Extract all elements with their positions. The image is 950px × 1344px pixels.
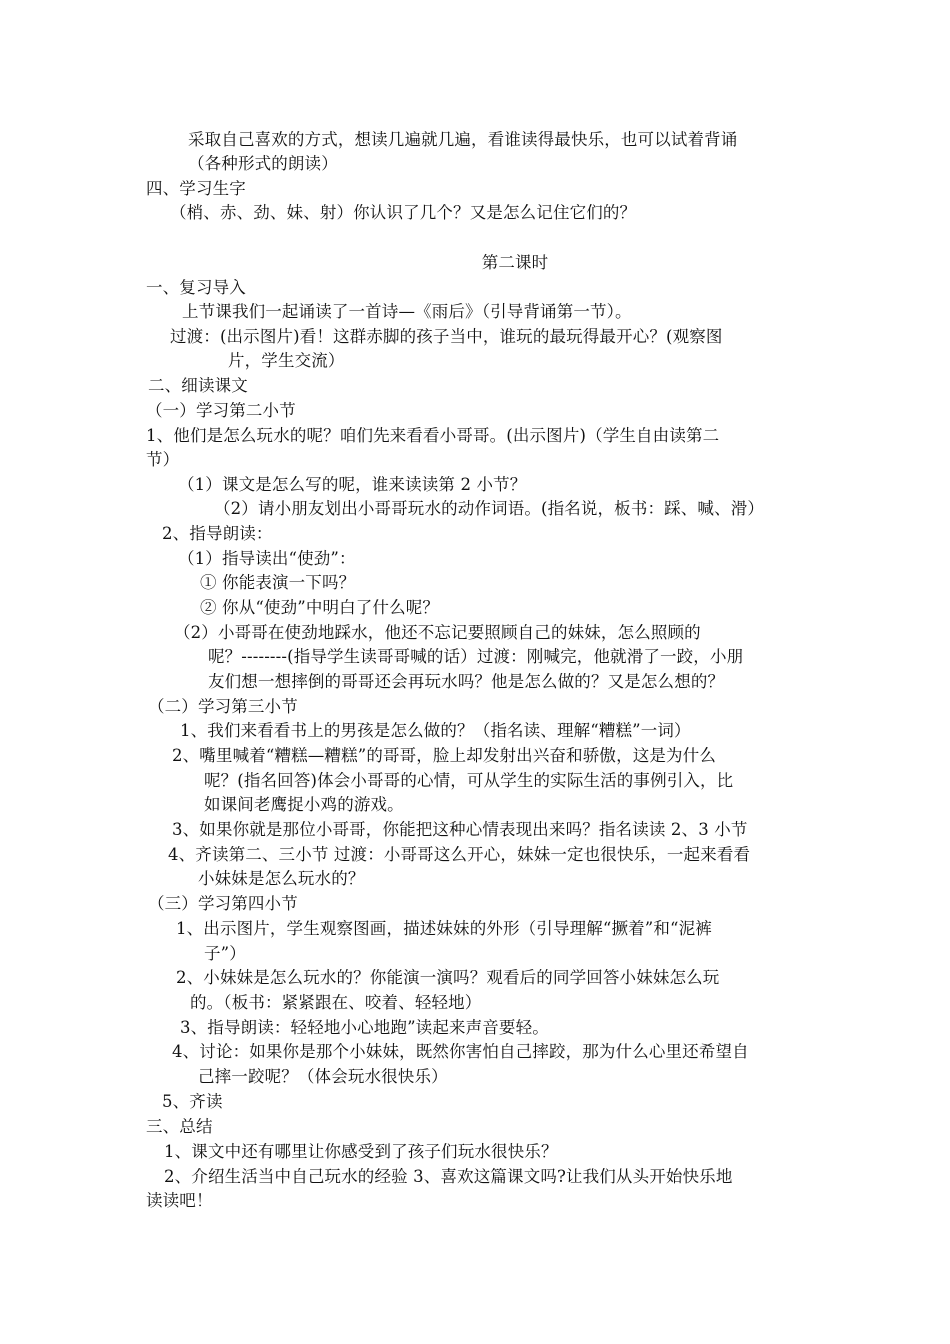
text-line: 2、小妹妹是怎么玩水的？你能演一演吗？观看后的同学回答小妹妹怎么玩 — [176, 968, 720, 987]
section-heading: 一、复习导入 — [146, 278, 246, 297]
text-line: 3、如果你就是那位小哥哥，你能把这种心情表现出来吗？指名读读 2、3 小节 — [172, 820, 748, 839]
text-line: 友们想一想摔倒的哥哥还会再玩水吗？他是怎么做的？又是怎么想的？ — [208, 672, 725, 691]
text-line: 己摔一跤呢？（体会玩水很快乐） — [198, 1067, 448, 1086]
section-heading: 四、学习生字 — [146, 179, 246, 198]
text-line: 小妹妹是怎么玩水的？ — [198, 869, 365, 888]
text-line: ① 你能表演一下吗？ — [200, 573, 356, 592]
text-line: 如课间老鹰捉小鸡的游戏。 — [204, 795, 404, 814]
text-line: 2、嘴里喊着“糟糕—糟糕”的哥哥，脸上却发射出兴奋和骄傲，这是为什么 — [172, 746, 716, 765]
text-line: 4、齐读第二、三小节 过渡：小哥哥这么开心，妹妹一定也很快乐，一起来看看 — [168, 845, 751, 864]
text-line: 采取自己喜欢的方式，想读几遍就几遍，看谁读得最快乐，也可以试着背诵 — [188, 130, 738, 149]
text-line: 3、指导朗读：轻轻地小心地跑”读起来声音要轻。 — [180, 1018, 549, 1037]
text-line: 读读吧！ — [146, 1191, 213, 1210]
text-line: 1、出示图片，学生观察图画，描述妹妹的外形（引导理解“撅着”和“泥裤 — [176, 919, 712, 938]
section-heading: 二、细读课文 — [148, 376, 248, 395]
text-line: 呢？--------(指导学生读哥哥喊的话）过渡：刚喊完，他就滑了一跤，小朋 — [208, 647, 744, 666]
subsection-heading: （一）学习第二小节 — [146, 401, 296, 420]
subsection-heading: （二）学习第三小节 — [148, 697, 298, 716]
text-line: 过渡：(出示图片)看！这群赤脚的孩子当中，谁玩的最玩得最开心？(观察图 — [170, 327, 723, 346]
subsection-heading: （三）学习第四小节 — [148, 894, 298, 913]
text-line: 上节课我们一起诵读了一首诗—《雨后》（引导背诵第一节）。 — [182, 302, 632, 321]
text-line: 的。（板书：紧紧跟在、咬着、轻轻地） — [190, 993, 482, 1012]
text-line: 片，学生交流） — [228, 351, 345, 370]
lesson-title: 第二课时 — [481, 253, 549, 272]
text-line: （2）请小朋友划出小哥哥玩水的动作词语。(指名说，板书：踩、喊、滑） — [214, 499, 765, 518]
text-line: 2、指导朗读： — [162, 524, 273, 543]
text-line: （1）课文是怎么写的呢，谁来读读第 2 小节？ — [178, 475, 527, 494]
text-line: 4、讨论：如果你是那个小妹妹，既然你害怕自己摔跤，那为什么心里还希望自 — [172, 1042, 749, 1061]
text-line: 1、我们来看看书上的男孩是怎么做的？（指名读、理解“糟糕”一词） — [180, 721, 691, 740]
text-line: （各种形式的朗读） — [188, 154, 338, 173]
section-heading: 三、总结 — [146, 1117, 213, 1136]
text-line: 1、课文中还有哪里让你感受到了孩子们玩水很快乐？ — [164, 1142, 558, 1161]
text-line: （2）小哥哥在使劲地踩水，他还不忘记要照顾自己的妹妹，怎么照顾的 — [174, 623, 701, 642]
text-line: 子”） — [204, 944, 246, 963]
text-line: 呢？(指名回答)体会小哥哥的心情，可从学生的实际生活的事例引入，比 — [204, 771, 734, 790]
text-line: 1、他们是怎么玩水的呢？咱们先来看看小哥哥。(出示图片)（学生自由读第二 — [146, 426, 720, 445]
text-line: 5、齐读 — [162, 1092, 223, 1111]
text-line: （1）指导读出“使劲”： — [178, 549, 356, 568]
text-line: （梢、赤、劲、妹、射）你认识了几个？又是怎么记住它们的？ — [170, 203, 637, 222]
text-line: 2、介绍生活当中自己玩水的经验 3、喜欢这篇课文吗?让我们从头开始快乐地 — [164, 1167, 733, 1186]
text-line: 节） — [146, 450, 180, 469]
text-line: ② 你从“使劲”中明白了什么呢？ — [200, 598, 440, 617]
